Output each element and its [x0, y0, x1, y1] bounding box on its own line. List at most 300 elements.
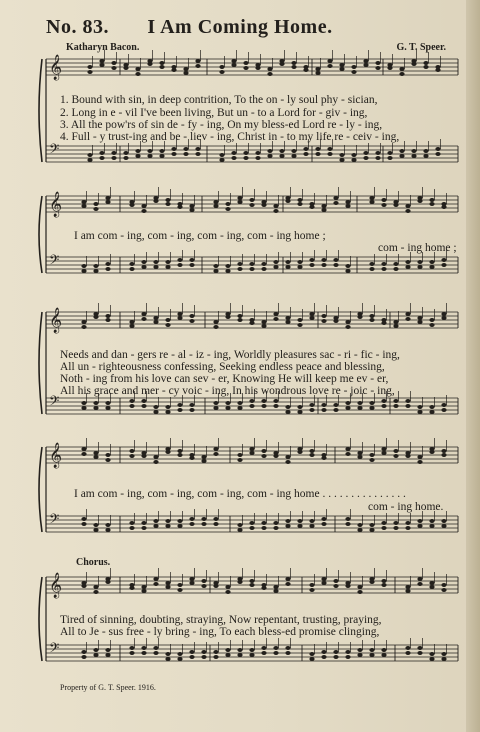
note-head	[195, 152, 200, 156]
note-head	[237, 648, 242, 652]
note-head	[183, 147, 188, 151]
note-head	[429, 410, 434, 414]
note-head	[357, 590, 362, 594]
composer-credit: G. T. Speer.	[396, 42, 446, 53]
note-head	[405, 312, 410, 316]
note-head	[237, 458, 242, 462]
note-head	[375, 66, 380, 70]
note-head	[369, 653, 374, 657]
note-head	[381, 399, 386, 403]
note-head	[213, 650, 218, 654]
note-head	[387, 66, 392, 70]
note-head	[273, 589, 278, 593]
note-head	[303, 147, 308, 151]
note-head	[321, 314, 326, 318]
note-head	[345, 204, 350, 208]
note-head	[417, 320, 422, 324]
note-head	[177, 519, 182, 523]
note-head	[285, 316, 290, 320]
note-head	[141, 646, 146, 650]
note-head	[315, 67, 320, 71]
note-head	[309, 652, 314, 656]
note-head	[417, 405, 422, 409]
note-head	[339, 67, 344, 71]
note-head	[411, 154, 416, 158]
note-head	[165, 410, 170, 414]
note-head	[195, 59, 200, 63]
note-head	[177, 312, 182, 316]
note-head	[363, 59, 368, 63]
note-head	[387, 156, 392, 160]
note-head	[105, 648, 110, 652]
note-head	[309, 583, 314, 587]
note-head	[399, 149, 404, 153]
note-head	[381, 404, 386, 408]
note-head	[141, 589, 146, 593]
note-head	[405, 651, 410, 655]
note-head	[441, 403, 446, 407]
refrain-alt-line: com - ing home ;	[378, 242, 457, 254]
note-head	[213, 204, 218, 208]
note-head	[411, 62, 416, 66]
note-head	[381, 198, 386, 202]
note-head	[285, 651, 290, 655]
note-head	[243, 66, 248, 70]
note-head	[381, 583, 386, 587]
note-head	[93, 585, 98, 589]
note-head	[441, 453, 446, 457]
note-head	[417, 519, 422, 523]
note-head	[165, 323, 170, 327]
note-head	[105, 458, 110, 462]
note-head	[129, 454, 134, 458]
note-head	[297, 198, 302, 202]
note-head	[441, 408, 446, 412]
note-head	[105, 401, 110, 405]
note-head	[153, 582, 158, 586]
note-head	[405, 404, 410, 408]
note-head	[201, 584, 206, 588]
note-head	[441, 312, 446, 316]
note-head	[189, 655, 194, 659]
note-head	[177, 316, 182, 320]
treble-clef-icon: 𝄞	[49, 308, 63, 333]
note-head	[261, 203, 266, 207]
note-head	[321, 577, 326, 581]
note-head	[333, 408, 338, 412]
note-head	[399, 67, 404, 71]
note-head	[105, 523, 110, 527]
note-head	[363, 156, 368, 160]
note-head	[159, 154, 164, 158]
note-head	[99, 59, 104, 63]
note-head	[279, 149, 284, 153]
bass-clef-icon: 𝄢	[49, 393, 60, 412]
note-head	[273, 454, 278, 458]
note-head	[417, 316, 422, 320]
note-head	[249, 451, 254, 455]
note-head	[333, 584, 338, 588]
note-head	[315, 71, 320, 75]
note-head	[381, 521, 386, 525]
note-head	[123, 66, 128, 70]
note-head	[369, 453, 374, 457]
note-head	[297, 202, 302, 206]
note-head	[285, 320, 290, 324]
note-head	[333, 650, 338, 654]
note-head	[297, 323, 302, 327]
note-head	[381, 579, 386, 583]
note-head	[225, 207, 230, 211]
note-head	[231, 156, 236, 160]
note-head	[285, 455, 290, 459]
note-head	[237, 200, 242, 204]
note-head	[321, 522, 326, 526]
verse-b-line-4: All his grace and mer - cy voic - ing, In his wondrous love re - joic - ing,	[60, 385, 395, 397]
note-head	[165, 318, 170, 322]
note-head	[249, 262, 254, 266]
note-head	[369, 318, 374, 322]
note-head	[393, 203, 398, 207]
note-head	[285, 260, 290, 264]
note-head	[153, 519, 158, 523]
note-head	[417, 265, 422, 269]
note-head	[81, 584, 86, 588]
note-head	[357, 648, 362, 652]
note-head	[141, 317, 146, 321]
note-head	[105, 200, 110, 204]
note-head	[423, 154, 428, 158]
note-head	[405, 317, 410, 321]
note-head	[291, 61, 296, 65]
note-head	[237, 262, 242, 266]
note-head	[141, 585, 146, 589]
note-head	[321, 655, 326, 659]
note-head	[219, 158, 224, 162]
note-head	[393, 521, 398, 525]
note-head	[249, 583, 254, 587]
note-head	[177, 263, 182, 267]
note-head	[81, 264, 86, 268]
note-head	[177, 657, 182, 661]
note-head	[351, 153, 356, 157]
note-head	[309, 403, 314, 407]
note-head	[357, 406, 362, 410]
treble-clef-icon: 𝄞	[49, 573, 63, 598]
note-head	[303, 68, 308, 72]
note-head	[261, 399, 266, 403]
note-head	[105, 262, 110, 266]
note-head	[369, 458, 374, 462]
note-head	[309, 519, 314, 523]
note-head	[147, 149, 152, 153]
note-head	[255, 156, 260, 160]
note-head	[225, 590, 230, 594]
note-head	[93, 451, 98, 455]
note-head	[189, 522, 194, 526]
note-head	[357, 523, 362, 527]
note-head	[405, 399, 410, 403]
note-head	[153, 320, 158, 324]
note-head	[327, 152, 332, 156]
note-head	[303, 152, 308, 156]
note-head	[429, 581, 434, 585]
note-head	[93, 653, 98, 657]
note-head	[213, 406, 218, 410]
note-head	[417, 410, 422, 414]
note-head	[345, 269, 350, 273]
note-head	[399, 154, 404, 158]
note-head	[249, 399, 254, 403]
note-head	[189, 263, 194, 267]
note-head	[177, 588, 182, 592]
note-head	[309, 205, 314, 209]
note-head	[369, 314, 374, 318]
note-head	[285, 265, 290, 269]
note-head	[165, 585, 170, 589]
note-head	[237, 314, 242, 318]
note-head	[285, 582, 290, 586]
note-head	[405, 260, 410, 264]
note-head	[267, 149, 272, 153]
note-head	[405, 209, 410, 213]
note-head	[195, 147, 200, 151]
note-head	[177, 453, 182, 457]
note-head	[441, 449, 446, 453]
note-head	[129, 404, 134, 408]
note-head	[153, 265, 158, 269]
note-head	[105, 267, 110, 271]
note-head	[189, 408, 194, 412]
bass-clef-icon: 𝄢	[49, 640, 60, 659]
note-head	[225, 264, 230, 268]
note-head	[273, 204, 278, 208]
system-brace	[39, 312, 42, 414]
note-head	[93, 590, 98, 594]
note-head	[81, 406, 86, 410]
note-head	[435, 147, 440, 151]
note-head	[417, 524, 422, 528]
note-head	[213, 325, 218, 329]
note-head	[183, 152, 188, 156]
note-head	[81, 452, 86, 456]
note-head	[357, 455, 362, 459]
note-head	[261, 324, 266, 328]
note-head	[141, 209, 146, 213]
note-head	[429, 519, 434, 523]
note-head	[255, 66, 260, 70]
note-head	[243, 156, 248, 160]
note-head	[225, 648, 230, 652]
note-head	[393, 399, 398, 403]
note-head	[381, 262, 386, 266]
note-head	[237, 528, 242, 532]
note-head	[381, 321, 386, 325]
note-head	[381, 203, 386, 207]
note-head	[351, 65, 356, 69]
note-head	[309, 312, 314, 316]
note-head	[171, 147, 176, 151]
note-head	[285, 524, 290, 528]
note-head	[225, 315, 230, 319]
note-head	[273, 521, 278, 525]
note-head	[381, 648, 386, 652]
note-head	[213, 447, 218, 451]
note-head	[417, 651, 422, 655]
note-head	[417, 582, 422, 586]
note-head	[135, 67, 140, 71]
note-head	[387, 151, 392, 155]
note-head	[129, 449, 134, 453]
note-head	[375, 61, 380, 65]
note-head	[129, 399, 134, 403]
treble-clef-icon: 𝄞	[49, 192, 63, 217]
note-head	[381, 451, 386, 455]
chorus-line-2: All to Je - sus free - ly bring - ing, To each bless-ed promise clinging,	[60, 626, 380, 638]
note-head	[219, 65, 224, 69]
note-head	[87, 158, 92, 162]
note-head	[201, 517, 206, 521]
note-head	[177, 408, 182, 412]
note-head	[357, 653, 362, 657]
note-head	[267, 154, 272, 158]
note-head	[285, 646, 290, 650]
note-head	[309, 263, 314, 267]
note-head	[375, 156, 380, 160]
note-head	[225, 585, 230, 589]
note-head	[93, 523, 98, 527]
note-head	[381, 653, 386, 657]
system-brace	[39, 577, 42, 661]
note-head	[333, 579, 338, 583]
note-head	[369, 580, 374, 584]
note-head	[153, 577, 158, 581]
note-head	[393, 526, 398, 530]
note-head	[441, 519, 446, 523]
note-head	[441, 583, 446, 587]
note-head	[213, 522, 218, 526]
note-head	[249, 321, 254, 325]
note-head	[153, 524, 158, 528]
note-head	[273, 209, 278, 213]
note-head	[345, 325, 350, 329]
note-head	[135, 149, 140, 153]
note-head	[261, 449, 266, 453]
note-head	[363, 63, 368, 67]
note-head	[309, 449, 314, 453]
note-head	[417, 577, 422, 581]
note-head	[141, 526, 146, 530]
note-head	[423, 61, 428, 65]
note-head	[237, 196, 242, 200]
treble-clef-icon: 𝄞	[49, 55, 63, 80]
note-head	[285, 410, 290, 414]
system-brace	[39, 196, 42, 273]
note-head	[171, 152, 176, 156]
note-head	[165, 202, 170, 206]
note-head	[405, 526, 410, 530]
note-head	[225, 406, 230, 410]
note-head	[345, 264, 350, 268]
note-head	[93, 528, 98, 532]
note-head	[375, 151, 380, 155]
note-head	[141, 454, 146, 458]
note-head	[333, 258, 338, 262]
note-head	[231, 59, 236, 63]
note-head	[201, 455, 206, 459]
note-head	[87, 65, 92, 69]
chorus-label: Chorus.	[76, 557, 111, 568]
note-head	[429, 265, 434, 269]
note-head	[327, 64, 332, 68]
note-head	[81, 517, 86, 521]
note-head	[147, 62, 152, 66]
note-head	[273, 404, 278, 408]
note-head	[441, 588, 446, 592]
note-head	[429, 260, 434, 264]
note-head	[141, 312, 146, 316]
note-head	[285, 199, 290, 203]
note-head	[129, 267, 134, 271]
note-head	[393, 324, 398, 328]
note-head	[333, 201, 338, 205]
note-head	[411, 149, 416, 153]
note-head	[189, 319, 194, 323]
note-head	[81, 320, 86, 324]
note-head	[183, 67, 188, 71]
note-head	[369, 267, 374, 271]
note-head	[423, 65, 428, 69]
verse-b-line-2: All un - righteousness confessing, Seeking endless peace and blessing,	[60, 361, 385, 373]
note-head	[99, 63, 104, 67]
note-head	[357, 585, 362, 589]
note-head	[405, 454, 410, 458]
note-head	[93, 264, 98, 268]
note-head	[261, 651, 266, 655]
note-head	[429, 585, 434, 589]
bass-clef-icon: 𝄢	[49, 511, 60, 530]
note-head	[189, 208, 194, 212]
note-head	[189, 258, 194, 262]
note-head	[105, 528, 110, 532]
note-head	[369, 648, 374, 652]
note-head	[213, 200, 218, 204]
note-head	[261, 586, 266, 590]
note-head	[417, 260, 422, 264]
note-head	[81, 522, 86, 526]
note-head	[273, 265, 278, 269]
verse-line-2: 2. Long in e - vil I've been living, But un - to a Lord for - giv - ing,	[60, 107, 368, 119]
note-head	[249, 198, 254, 202]
note-head	[297, 450, 302, 454]
note-head	[237, 318, 242, 322]
note-head	[345, 401, 350, 405]
note-head	[177, 205, 182, 209]
copyright-footer: Property of G. T. Speer. 1916.	[60, 683, 156, 692]
note-head	[105, 318, 110, 322]
note-head	[417, 199, 422, 203]
note-head	[111, 61, 116, 65]
note-head	[297, 524, 302, 528]
note-head	[189, 577, 194, 581]
note-head	[261, 320, 266, 324]
note-head	[93, 207, 98, 211]
note-head	[153, 455, 158, 459]
note-head	[315, 152, 320, 156]
note-head	[435, 152, 440, 156]
note-head	[201, 459, 206, 463]
note-head	[273, 312, 278, 316]
